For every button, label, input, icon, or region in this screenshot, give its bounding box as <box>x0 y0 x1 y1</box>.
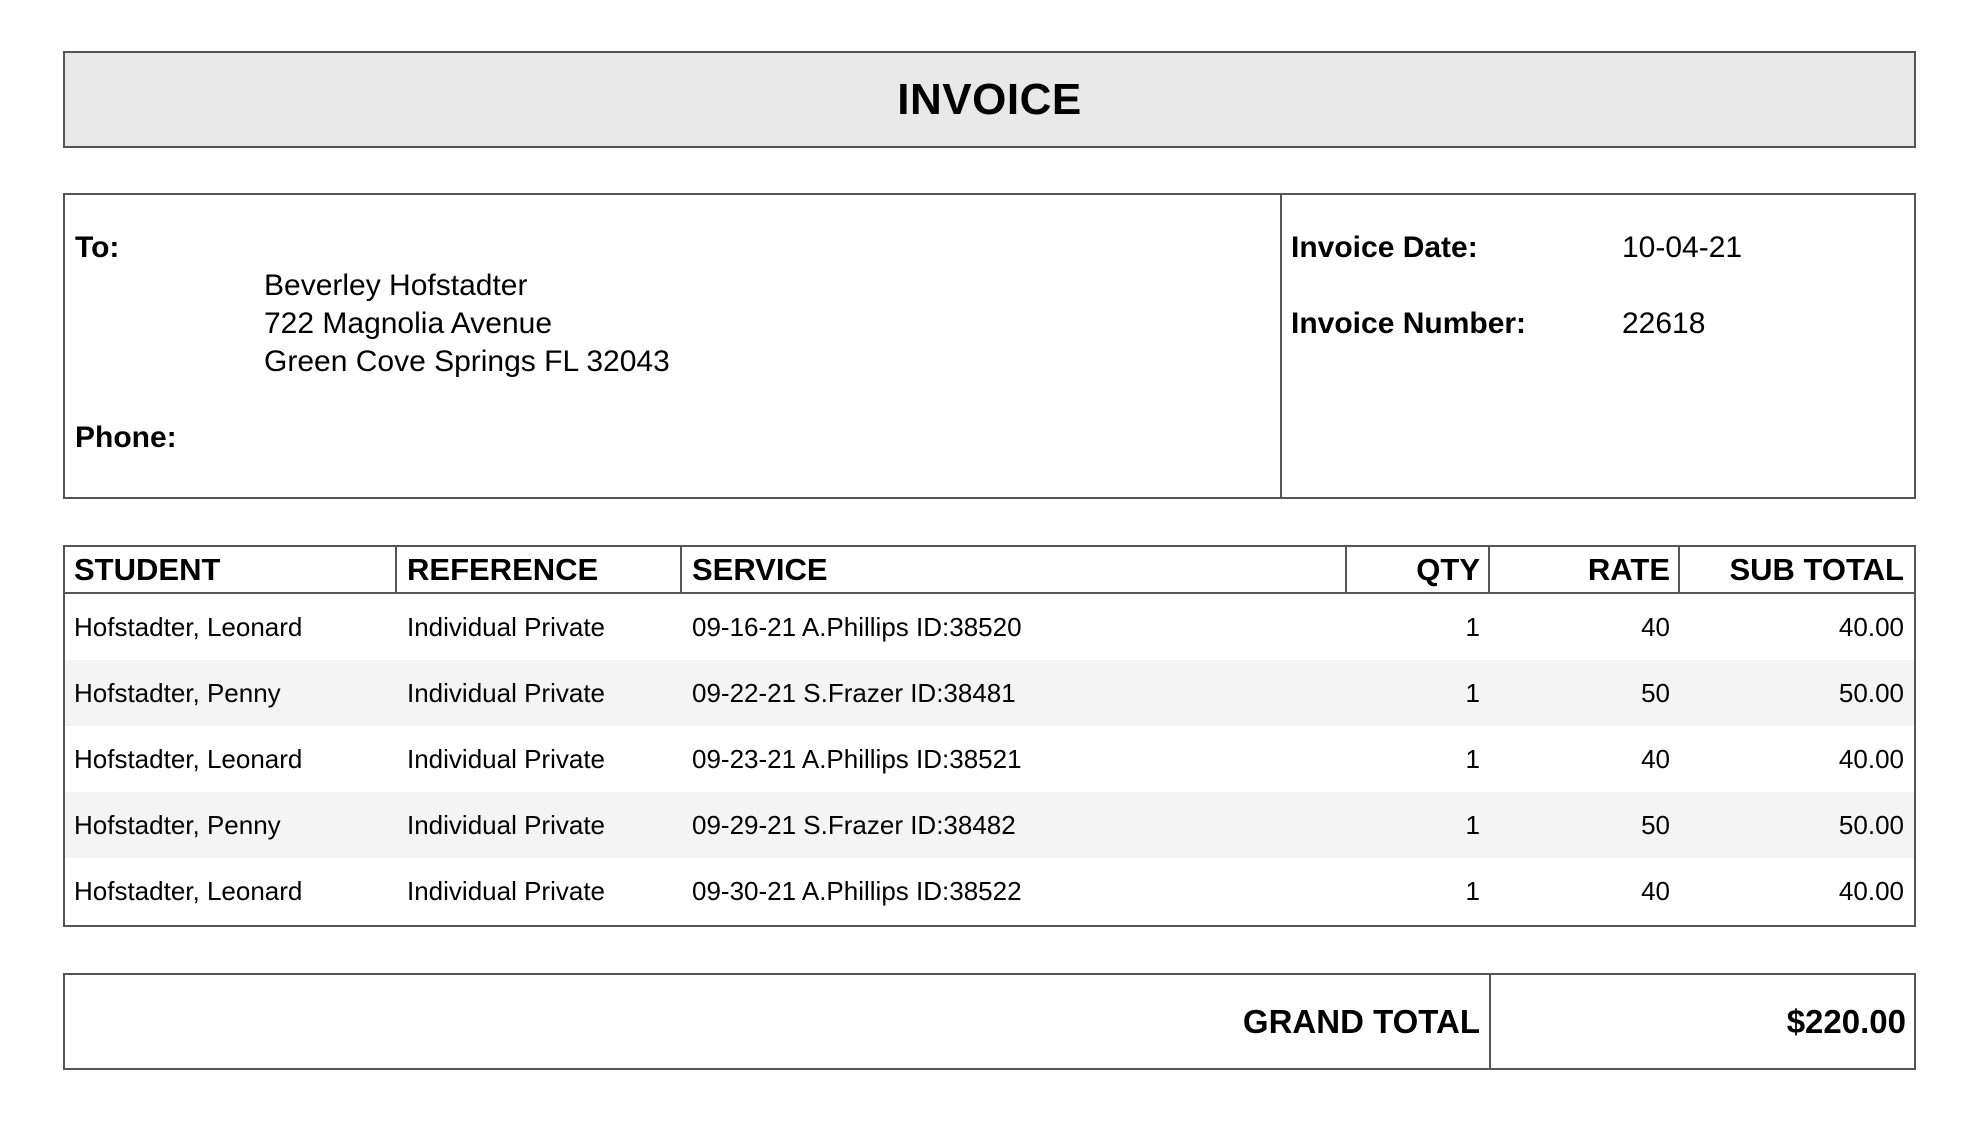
cell-qty: 1 <box>1465 810 1480 840</box>
grand-total-section <box>63 973 1916 1070</box>
cell-subtotal: 50.00 <box>1838 678 1904 708</box>
cell-service: 09-22-21 S.Frazer ID:38481 <box>692 678 1016 708</box>
header-service: SERVICE <box>692 552 828 587</box>
info-divider <box>1280 195 1282 497</box>
column-separator <box>680 547 682 592</box>
invoice-info-section <box>63 193 1916 499</box>
cell-rate: 40 <box>1641 744 1670 774</box>
invoice-date-label: Invoice Date: <box>1291 231 1478 264</box>
cell-student: Hofstadter, Penny <box>74 678 281 708</box>
cell-rate: 50 <box>1641 678 1670 708</box>
invoice-number-label: Invoice Number: <box>1291 307 1527 340</box>
cell-student: Hofstadter, Leonard <box>74 876 303 906</box>
cell-reference: Individual Private <box>407 612 605 642</box>
cell-rate: 40 <box>1641 612 1670 642</box>
cell-reference: Individual Private <box>407 876 605 906</box>
grand-total-value: $220.00 <box>1786 1003 1906 1040</box>
cell-qty: 1 <box>1465 744 1480 774</box>
table-header-row <box>65 547 1914 594</box>
cell-subtotal: 40.00 <box>1838 612 1904 642</box>
grand-total-label: GRAND TOTAL <box>1242 1003 1480 1040</box>
cell-rate: 40 <box>1641 876 1670 906</box>
cell-service: 09-23-21 A.Phillips ID:38521 <box>692 744 1022 774</box>
header-reference: REFERENCE <box>407 552 599 587</box>
cell-qty: 1 <box>1465 678 1480 708</box>
header-rate: RATE <box>1587 552 1670 587</box>
cell-reference: Individual Private <box>407 678 605 708</box>
invoice-number-value: 22618 <box>1622 307 1706 340</box>
cell-subtotal: 50.00 <box>1838 810 1904 840</box>
cell-qty: 1 <box>1465 612 1480 642</box>
table-row <box>65 726 1914 792</box>
cell-reference: Individual Private <box>407 744 605 774</box>
table-row <box>65 792 1914 858</box>
cell-service: 09-16-21 A.Phillips ID:38520 <box>692 612 1022 642</box>
to-label: To: <box>75 231 120 264</box>
recipient-address-line1: 722 Magnolia Avenue <box>264 307 553 340</box>
cell-student: Hofstadter, Penny <box>74 810 281 840</box>
recipient-name: Beverley Hofstadter <box>264 269 528 302</box>
column-separator <box>395 547 397 592</box>
cell-service: 09-30-21 A.Phillips ID:38522 <box>692 876 1022 906</box>
header-student: STUDENT <box>74 552 221 587</box>
cell-subtotal: 40.00 <box>1838 744 1904 774</box>
header-subtotal: SUB TOTAL <box>1729 552 1904 587</box>
line-items-table <box>63 545 1916 927</box>
cell-student: Hofstadter, Leonard <box>74 612 303 642</box>
table-row <box>65 858 1914 924</box>
cell-rate: 50 <box>1641 810 1670 840</box>
cell-service: 09-29-21 S.Frazer ID:38482 <box>692 810 1016 840</box>
table-row <box>65 660 1914 726</box>
cell-student: Hofstadter, Leonard <box>74 744 303 774</box>
invoice-title-bar <box>63 51 1916 148</box>
total-divider <box>1489 975 1491 1068</box>
table-row <box>65 594 1914 660</box>
header-qty: QTY <box>1416 552 1480 587</box>
cell-reference: Individual Private <box>407 810 605 840</box>
phone-label: Phone: <box>75 421 177 454</box>
recipient-address-line2: Green Cove Springs FL 32043 <box>264 345 670 378</box>
invoice-date-value: 10-04-21 <box>1622 231 1743 264</box>
cell-subtotal: 40.00 <box>1838 876 1904 906</box>
cell-qty: 1 <box>1465 876 1480 906</box>
invoice-title: INVOICE <box>897 74 1082 124</box>
